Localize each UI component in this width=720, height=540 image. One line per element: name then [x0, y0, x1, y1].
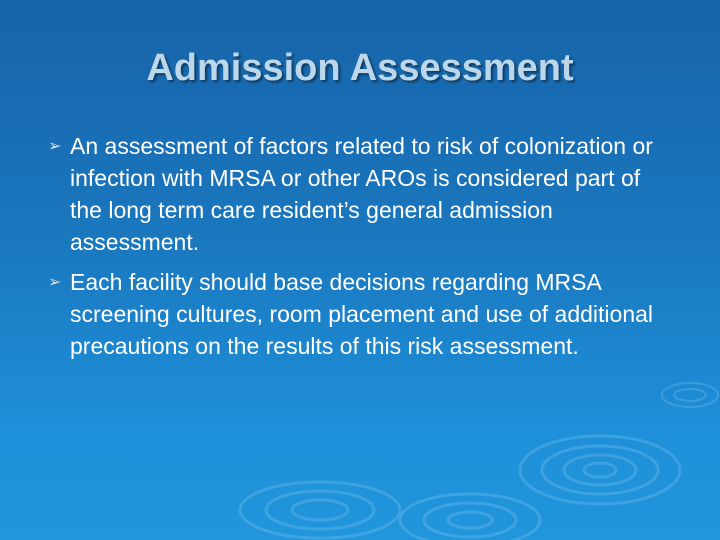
bullet-text: Each facility should base decisions regarding MRSA screening cultures, room placement and use of additional precautions on the results of this risk assessment. [70, 269, 654, 359]
slide-title: Admission Assessment [146, 47, 574, 89]
bullet-text: An assessment of factors related to risk of colonization or infection with MRSA or other AROs is considered part of the long term care resident’s general admission assessment. [70, 133, 653, 255]
arrow-bullet-icon: ➢ [48, 138, 62, 155]
arrow-bullet-icon: ➢ [48, 274, 62, 291]
bullet-list [48, 130, 678, 370]
bullet-item-assessment [48, 130, 678, 258]
bullet-item-facility-decisions [48, 266, 678, 362]
